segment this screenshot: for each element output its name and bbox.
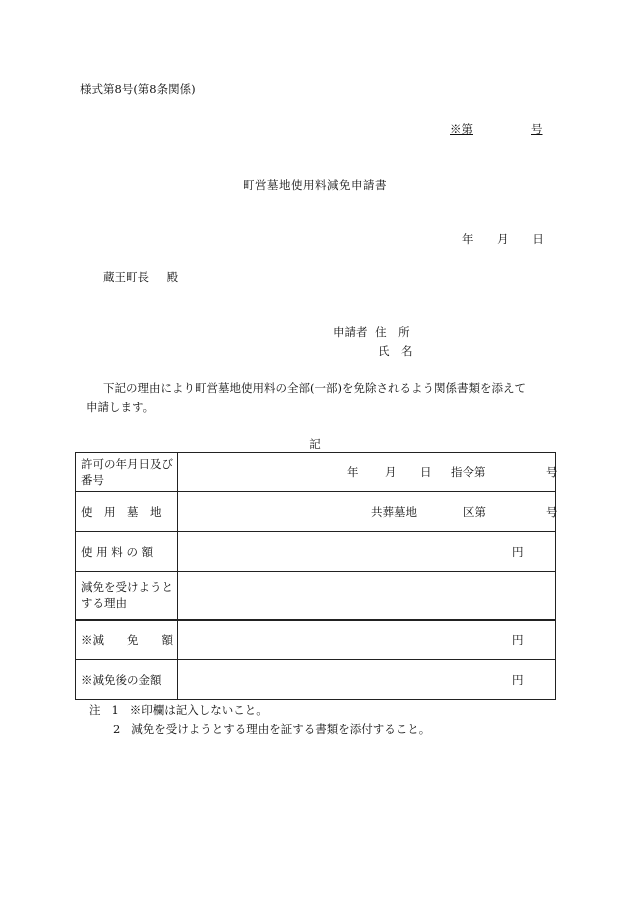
after-reduction-label: ※減免後の金額 [81,672,162,687]
reduction-label-cell [76,620,178,660]
permit-month-label: 月 [385,465,397,479]
body-text-line-1: 下記の理由により町営墓地使用料の全部(一部)を免除されるよう関係書類を添えて [103,381,526,395]
receipt-number [450,121,543,137]
applicant-address-label: 住 所 [375,325,410,339]
reduction-value-cell[interactable] [178,620,556,660]
after-reduction-label-cell [76,660,178,700]
note-2-number: 2 [113,722,121,736]
table-row [76,572,556,620]
table-row [76,532,556,572]
fee-unit: 円 [512,544,524,559]
note-1-number: 1 [111,703,119,717]
table-row [76,453,556,492]
ki-heading: 記 [309,437,321,451]
permit-year-label: 年 [347,465,359,479]
addressee-honorific: 殿 [166,270,179,284]
cemetery-label: 使 用 墓 地 [81,504,162,519]
permit-number-prefix: 指令第 [451,465,486,479]
reason-label: 減免を受けようとする理由 [81,580,173,611]
notes-prefix: 注 [89,703,101,717]
reason-label-cell [76,572,178,620]
document-title: 町営墓地使用料減免申請書 [243,178,387,192]
receipt-suffix: 号 [531,122,543,136]
date-day: 日 [532,232,544,246]
permit-date-label-cell [76,453,178,492]
fee-value-cell[interactable] [178,532,556,572]
addressee-name: 蔵王町長 [103,270,149,284]
date-year: 年 [462,232,474,246]
permit-date-value-cell[interactable] [178,453,556,492]
receipt-prefix: ※第 [450,122,473,136]
note-2-text: 減免を受けようとする理由を証する書類を添付すること。 [131,722,431,736]
reason-value-cell[interactable] [178,572,556,620]
table-row [76,492,556,532]
note-1-text: ※印欄は記入しないこと。 [129,703,268,717]
body-text-line-2: 申請します。 [86,400,155,414]
after-reduction-unit: 円 [512,672,524,687]
cemetery-type: 共葬墓地 [371,504,417,519]
permit-date-label: 許可の年月日及び番号 [81,457,173,487]
table-row [76,660,556,700]
reduction-label: ※減 免 額 [81,632,173,647]
permit-day-label: 日 [420,465,432,479]
applicant-name-label: 氏 名 [378,344,413,358]
note-1 [89,702,268,718]
table-row [76,620,556,660]
applicant-address-line [333,324,410,340]
date-month: 月 [497,232,509,246]
applicant-label: 申請者 [333,325,368,339]
form-number: 様式第8号(第8条関係) [80,82,196,96]
permit-number-suffix: 号 [546,465,558,479]
after-reduction-value-cell[interactable] [178,660,556,700]
reduction-unit: 円 [512,632,524,647]
cemetery-number-suffix: 号 [546,504,558,519]
fee-label: 使 用 料 の 額 [81,544,154,559]
application-table [75,452,556,700]
cemetery-section-prefix: 区第 [463,504,486,519]
application-date [462,231,544,247]
addressee [103,269,178,285]
note-2 [113,721,430,737]
cemetery-value-cell[interactable] [178,492,556,532]
cemetery-label-cell [76,492,178,532]
fee-label-cell [76,532,178,572]
